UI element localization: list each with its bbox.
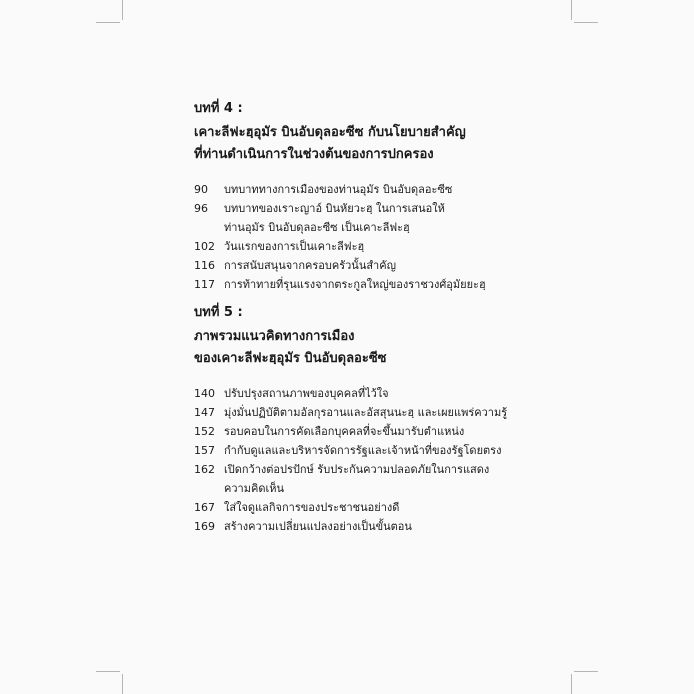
toc-page-number: 140: [194, 387, 215, 400]
toc-page-number: 96: [194, 202, 208, 215]
chapter-title-line: ของเคาะลีฟะฮฺอุมัร บินอับดุลอะซีซ: [194, 351, 387, 366]
book-page: [194, 0, 654, 694]
toc-entry-text: การสนับสนุนจากครอบครัวนั้นสำคัญ: [224, 259, 396, 272]
toc-page-number: 152: [194, 425, 215, 438]
toc-entry-text: วันแรกของการเป็นเคาะลีฟะฮฺ: [224, 240, 365, 253]
toc-entry-text: ปรับปรุงสถานภาพของบุคคลที่ไว้ใจ: [224, 387, 389, 400]
toc-entry-text: บทบาททางการเมืองของท่านอุมัร บินอับดุลอะซีซ: [224, 183, 453, 196]
chapter-label: บทที่ 5 :: [194, 305, 243, 320]
toc-page-number: 102: [194, 240, 215, 253]
chapter-5-heading: [194, 304, 386, 370]
toc-entry-text: มุ่งมั่นปฏิบัติตามอัลกุรอานและอัสสุนนะฮฺ และเผยแพร่ความรู้: [224, 406, 508, 419]
chapter-title-line: เคาะลีฟะฮฺอุมัร บินอับดุลอะซีซ กับนโยบายสำคัญ: [194, 125, 466, 140]
toc-page-number: 162: [194, 463, 215, 476]
crop-mark-left-bottom: [96, 671, 120, 672]
toc-page-number: 157: [194, 444, 215, 457]
toc-entry-text: เปิดกว้างต่อปรปักษ์ รับประกันความปลอดภัยในการแสดง ความคิดเห็น: [224, 463, 490, 495]
toc-entry-text: รอบคอบในการคัดเลือกบุคคลที่จะขึ้นมารับตำแหน่ง: [224, 425, 465, 438]
chapter-title-line: ภาพรวมแนวคิดทางการเมือง: [194, 329, 355, 344]
crop-mark-top-left: [122, 0, 123, 20]
toc-entry-text: กำกับดูแลและบริหารจัดการรัฐและเจ้าหน้าที่ของรัฐโดยตรง: [224, 444, 502, 457]
toc-entry-text: การท้าทายที่รุนแรงจากตระกูลใหญ่ของราชวงศ์อุมัยยะฮฺ: [224, 278, 486, 291]
crop-mark-left-top: [96, 22, 120, 23]
toc-entry-text: สร้างความเปลี่ยนแปลงอย่างเป็นขั้นตอน: [224, 520, 412, 533]
toc-page-number: 147: [194, 406, 215, 419]
chapter-label: บทที่ 4 :: [194, 101, 243, 116]
toc-page-number: 116: [194, 259, 215, 272]
toc-page-number: 169: [194, 520, 215, 533]
crop-mark-bottom-left: [122, 674, 123, 694]
toc-page-number: 167: [194, 501, 215, 514]
chapter-title-line: ที่ท่านดำเนินการในช่วงต้นของการปกครอง: [194, 147, 434, 162]
chapter-4-heading: [194, 100, 466, 166]
toc-page-number: 117: [194, 278, 215, 291]
toc-entry-text: บทบาทของเราะญาอ์ บินหัยวะฮฺ ในการเสนอให้ ท่านอุมัร บินอับดุลอะซีซ เป็นเคาะลีฟะฮฺ: [224, 202, 445, 234]
toc-page-number: 90: [194, 183, 208, 196]
chapter-title: [194, 122, 466, 166]
toc-entry-text: ใส่ใจดูแลกิจการของประชาชนอย่างดี: [224, 501, 400, 514]
chapter-title: [194, 326, 386, 370]
